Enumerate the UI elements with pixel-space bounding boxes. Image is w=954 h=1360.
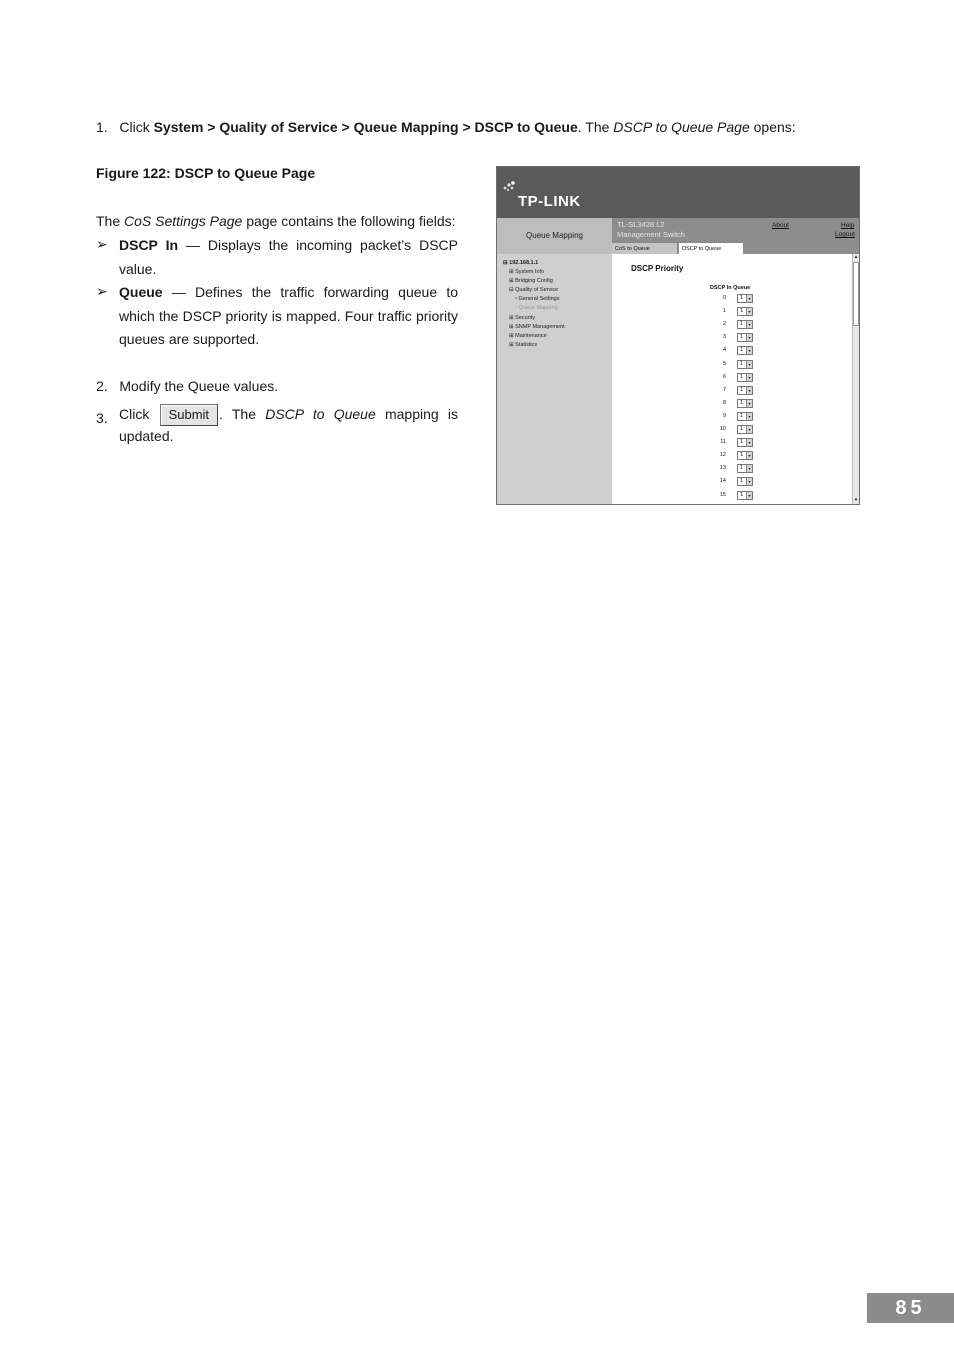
product-line-2: Management Switch [617,230,685,239]
tree-item-label: 192.168.1.1 [509,260,539,266]
dropdown-arrow-icon[interactable]: ▾ [746,321,752,328]
tree-item[interactable] [503,286,565,295]
step-text-end: opens: [749,119,796,135]
step-number: 3. [96,410,108,426]
step-text-mid: . The [577,119,614,135]
step-text: Click [119,119,154,135]
tree-node-icon: ⊞ [509,341,516,348]
dscp-value: 10 [719,426,726,432]
dscp-value: 9 [722,412,726,419]
section-title: Queue Mapping [497,218,612,254]
tree-node-icon: ⊟ [509,287,516,294]
dropdown-arrow-icon[interactable]: ▾ [746,439,752,446]
tree-item-label: Queue Mapping [518,305,558,312]
tree-item-label: Statistics [515,341,538,348]
dscp-value: 3 [722,334,726,341]
queue-select[interactable] [737,464,753,473]
dscp-value: 7 [722,386,726,393]
logout-link[interactable]: Logout [835,231,855,238]
field-name: Queue [119,284,163,300]
intro-text: The [96,213,125,229]
step-number: 2. [96,378,108,394]
tree-item[interactable] [503,277,565,286]
dropdown-arrow-icon[interactable]: ▾ [746,452,752,459]
tab-cos-to-queue[interactable]: CoS to Queue [612,242,678,254]
tree-item-label: Maintenance [515,332,547,339]
queue-select[interactable] [737,412,753,421]
step-3 [96,404,458,446]
tree-item-label: SNMP Management [515,323,565,330]
queue-value: 1 [740,426,744,432]
queue-value: 1 [740,491,744,498]
queue-value: 1 [740,347,744,354]
product-name [617,220,685,240]
dropdown-arrow-icon[interactable]: ▾ [746,478,752,485]
queue-select[interactable] [737,425,753,434]
scrollbar-thumb[interactable] [853,262,859,326]
step-2 [96,376,278,396]
queue-select[interactable] [737,386,753,395]
step-text-end: mapping is updated. [119,406,459,445]
dropdown-arrow-icon[interactable]: ▾ [746,413,752,420]
bullet-arrow-icon: ➢ [96,236,108,252]
tree-item[interactable] [503,259,565,268]
queue-value: 1 [740,412,744,419]
queue-value: 1 [740,452,744,459]
dropdown-arrow-icon[interactable]: ▾ [746,426,752,433]
queue-value: 1 [740,295,744,301]
tree-item[interactable] [503,268,565,277]
queue-value: 1 [740,334,744,341]
tab-dscp-to-queue[interactable]: DSCP to Queue [679,242,743,254]
scroll-up-icon[interactable]: ▴ [854,254,858,260]
tree-node-icon: ⊞ [509,332,516,339]
step-text: Modify the Queue values. [119,378,279,394]
dropdown-arrow-icon[interactable]: ▾ [746,387,752,394]
field-item-dscp-in [96,234,458,281]
queue-select[interactable] [737,294,753,303]
queue-select[interactable] [737,320,753,329]
content-title: DSCP Priority [631,264,684,273]
tree-item-label: Security [515,314,536,321]
tree-node-icon: ⊞ [509,323,516,330]
dropdown-arrow-icon[interactable]: ▾ [746,334,752,341]
dscp-to-queue-screenshot [496,166,860,505]
dscp-value: 14 [719,478,726,485]
queue-value: 1 [740,399,744,406]
tree-node-icon: ⊞ [509,269,516,276]
scroll-down-icon[interactable]: ▾ [854,497,858,503]
dropdown-arrow-icon[interactable]: ▾ [746,347,752,354]
dropdown-arrow-icon[interactable]: ▾ [746,295,752,302]
field-name: DSCP In [119,237,179,253]
page-number: 85 [867,1293,954,1323]
step-text: Click [119,406,150,422]
figure-caption: Figure 122: DSCP to Queue Page [96,165,316,181]
column-header: DSCP In Queue [710,285,751,291]
page-name: DSCP to Queue [265,406,376,422]
brand-logo: TP-LINK [518,193,581,210]
dropdown-arrow-icon[interactable]: ▾ [746,361,752,368]
queue-select[interactable] [737,373,753,382]
scrollbar[interactable] [852,254,859,504]
product-line-1: TL-SL3428 L2 [617,220,665,229]
queue-select[interactable] [737,438,753,447]
dropdown-arrow-icon[interactable]: ▾ [746,492,752,499]
tree-item-label: Quality of Service [515,287,559,294]
tp-link-logo-icon [501,179,519,193]
dscp-value: 11 [720,439,726,446]
queue-select[interactable] [737,399,753,408]
dropdown-arrow-icon[interactable]: ▾ [746,374,752,381]
tree-item-label: System Info [515,269,545,276]
dscp-value: 8 [722,399,726,406]
dscp-value: 4 [722,347,726,354]
tree-item[interactable] [503,295,565,304]
queue-value: 1 [740,386,744,393]
queue-value: 1 [740,439,744,446]
content-panel [612,254,852,504]
dscp-value: 6 [722,373,726,380]
queue-value: 1 [740,360,744,367]
queue-select[interactable] [737,346,753,355]
dscp-value: 2 [722,321,726,328]
queue-select[interactable] [737,333,753,342]
queue-value: 1 [740,465,744,472]
tree-item-label: General Settings [518,296,560,303]
tree-node-icon: ⊞ [509,278,516,285]
help-link[interactable]: Help [841,222,855,229]
tree-item[interactable] [503,314,565,323]
tree-node-icon: ⊟ [503,260,510,266]
field-item-queue [96,281,458,352]
queue-select[interactable] [737,451,753,460]
intro-paragraph [96,211,458,231]
dropdown-arrow-icon[interactable]: ▾ [746,465,752,472]
dropdown-arrow-icon[interactable]: ▾ [746,400,752,407]
queue-select[interactable] [737,477,753,486]
intro-text-end: page contains the following fields: [242,213,456,229]
step-1 [96,117,856,137]
dscp-value: 15 [719,491,726,498]
page-name: DSCP to Queue Page [613,119,750,135]
dscp-value: 13 [719,465,726,472]
queue-value: 1 [740,321,744,328]
field-description: — Displays the incoming packet’s DSCP value. [119,237,458,277]
queue-select[interactable] [737,360,753,369]
tree-item[interactable] [503,341,565,350]
tree-item[interactable] [503,323,565,332]
tree-item[interactable] [503,332,565,341]
menu-path: System > Quality of Service > Queue Mapping > DSCP to Queue [153,119,578,135]
queue-value: 1 [740,308,744,315]
queue-value: 1 [740,478,744,485]
bullet-arrow-icon: ➢ [96,283,108,299]
tree-node-icon: ▫ [515,305,519,312]
dscp-value: 1 [722,308,726,315]
field-description: — Defines the traffic forwarding queue to which the DSCP priority is mapped. Four traffic priority queues are supported. [119,284,458,347]
queue-value: 1 [740,373,744,380]
step-number: 1. [96,119,108,135]
dscp-value: 12 [719,452,726,459]
queue-select[interactable] [737,307,753,316]
about-link[interactable]: About [772,222,789,229]
queue-select[interactable] [737,491,753,500]
submit-button[interactable]: Submit [160,404,218,426]
dscp-value: 0 [722,295,726,301]
tree-node-icon: ⊞ [509,314,516,321]
step-text-mid: . The [219,406,266,422]
navigation-tree [503,259,565,350]
dropdown-arrow-icon[interactable]: ▾ [746,308,752,315]
tree-item-label: Bridging Config [515,278,553,285]
dscp-value: 5 [722,360,726,367]
page-name: CoS Settings Page [124,213,243,229]
tree-item[interactable] [503,304,565,313]
tree-node-icon: ▫ [515,296,519,303]
